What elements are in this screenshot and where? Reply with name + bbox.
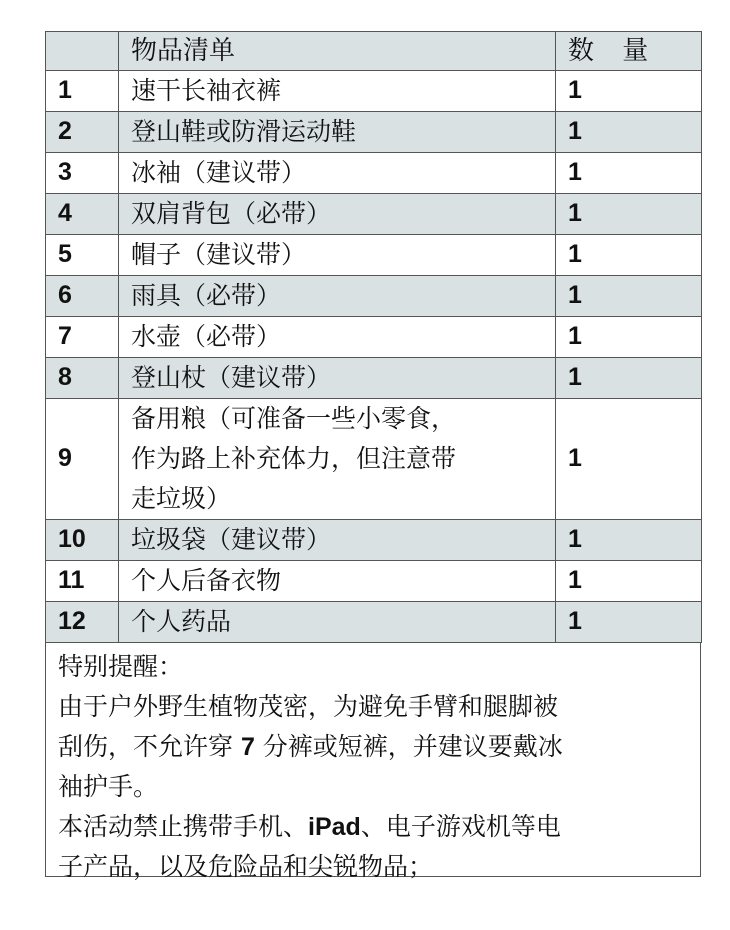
row-number: 9 — [46, 399, 119, 520]
table-row — [46, 194, 702, 235]
row-quantity: 1 — [556, 112, 702, 153]
row-quantity: 1 — [556, 520, 702, 561]
row-quantity: 1 — [556, 317, 702, 358]
table-row — [46, 71, 702, 112]
row-item-name: 登山鞋或防滑运动鞋 — [119, 112, 556, 153]
table-row — [46, 276, 702, 317]
table-row — [46, 112, 702, 153]
row-item-name: 水壶（必带） — [119, 317, 556, 358]
table-header-row — [46, 32, 702, 71]
row-item-name: 个人药品 — [119, 602, 556, 643]
table-row — [46, 561, 702, 602]
row-item-name: 帽子（建议带） — [119, 235, 556, 276]
row-number: 10 — [46, 520, 119, 561]
row-quantity: 1 — [556, 399, 702, 520]
row-quantity: 1 — [556, 602, 702, 643]
row-quantity: 1 — [556, 358, 702, 399]
row-number: 8 — [46, 358, 119, 399]
table-row — [46, 153, 702, 194]
header-item-label: 物品清单 — [119, 32, 556, 71]
notes-text: 刮伤，不允许穿 — [58, 732, 241, 761]
row-item-name — [119, 399, 556, 520]
notes-paragraph-clothing — [58, 687, 690, 807]
row-quantity: 1 — [556, 194, 702, 235]
table-row — [46, 520, 702, 561]
notes-ipad: iPad — [308, 813, 361, 841]
table-row — [46, 235, 702, 276]
row-quantity: 1 — [556, 153, 702, 194]
notes-title: 特别提醒： — [58, 652, 184, 681]
row-item-name: 速干长袖衣裤 — [119, 71, 556, 112]
row-item-name: 双肩背包（必带） — [119, 194, 556, 235]
notes-text: 子产品，以及危险品和尖锐物品； — [58, 852, 434, 881]
header-number-cell — [46, 32, 119, 71]
row-number: 6 — [46, 276, 119, 317]
notes-text: 分裤或短裤，并建议要戴冰 — [254, 732, 563, 761]
special-notes — [45, 643, 701, 881]
row-item-name-line: 备用粮（可准备一些小零食， — [131, 404, 457, 433]
header-qty-label: 数 量 — [556, 32, 702, 71]
row-number: 1 — [46, 71, 119, 112]
row-item-name-line: 作为路上补充体力，但注意带 — [131, 444, 457, 473]
row-number: 11 — [46, 561, 119, 602]
notes-text: 、电子游戏机等电 — [360, 812, 561, 841]
row-number: 7 — [46, 317, 119, 358]
row-quantity: 1 — [556, 235, 702, 276]
row-quantity: 1 — [556, 71, 702, 112]
table-row — [46, 399, 702, 520]
items-table — [45, 31, 702, 643]
table-row — [46, 317, 702, 358]
row-quantity: 1 — [556, 276, 702, 317]
notes-paragraph-devices — [58, 807, 690, 887]
row-number: 12 — [46, 602, 119, 643]
row-item-name: 冰袖（建议带） — [119, 153, 556, 194]
row-item-name: 垃圾袋（建议带） — [119, 520, 556, 561]
row-number: 2 — [46, 112, 119, 153]
notes-text: 本活动禁止携带手机、 — [58, 812, 309, 841]
table-row — [46, 602, 702, 643]
packing-list — [45, 31, 701, 881]
row-item-name-line: 走垃圾） — [131, 484, 232, 513]
notes-number: 7 — [240, 733, 255, 761]
row-number: 3 — [46, 153, 119, 194]
row-item-name: 个人后备衣物 — [119, 561, 556, 602]
row-quantity: 1 — [556, 561, 702, 602]
row-item-name: 登山杖（建议带） — [119, 358, 556, 399]
notes-text: 袖护手。 — [58, 772, 159, 801]
notes-text: 由于户外野生植物茂密，为避免手臂和腿脚被 — [58, 692, 559, 721]
row-number: 4 — [46, 194, 119, 235]
row-item-name: 雨具（必带） — [119, 276, 556, 317]
table-row — [46, 358, 702, 399]
row-number: 5 — [46, 235, 119, 276]
